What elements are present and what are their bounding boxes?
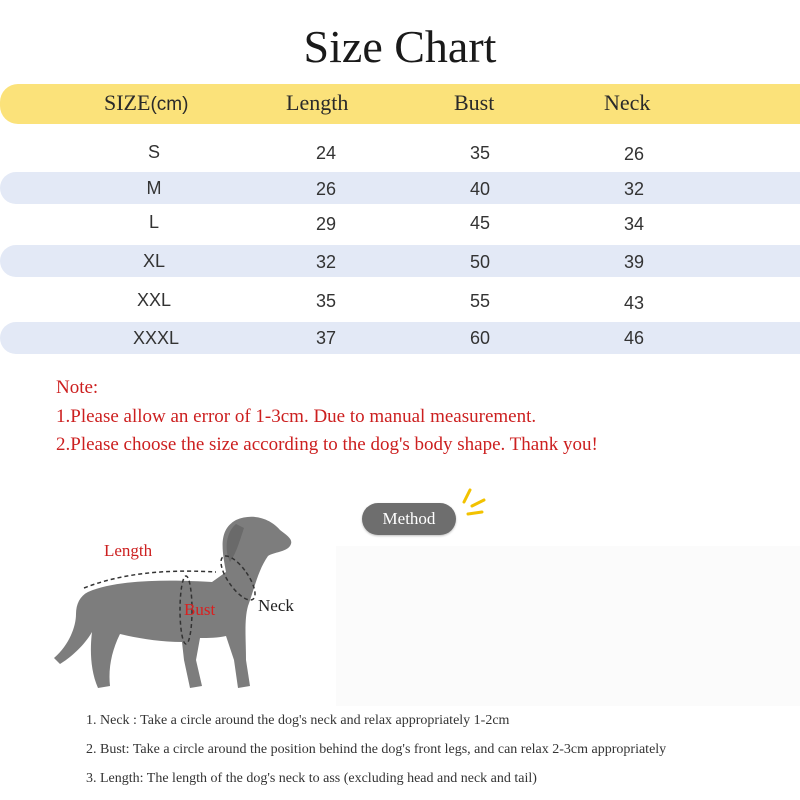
instruction-length: 3. Length: The length of the dog's neck to ass (excluding head and neck and tail) [86,771,537,786]
cell-neck: 43 [623,293,645,313]
cell-neck: 46 [623,328,645,348]
instruction-neck: 1. Neck : Take a circle around the dog's neck and relax appropriately 1-2cm [86,713,510,728]
cell-neck: 32 [623,179,645,199]
method-badge: Method [362,503,456,535]
cell-length: 32 [315,252,337,272]
cell-length: 29 [315,214,337,234]
cell-neck: 26 [623,144,645,164]
cell-size: XL [142,251,166,271]
cell-bust: 55 [469,291,491,311]
cell-bust: 50 [469,252,491,272]
header-length: Length [286,90,349,115]
cell-size: XXXL [132,328,180,348]
dog-silhouette-icon [54,517,291,688]
cell-neck: 34 [623,214,645,234]
diagram-label-length: Length [104,541,153,560]
diagram-label-bust: Bust [184,600,216,619]
cell-size: M [146,178,162,198]
cell-length: 37 [315,328,337,348]
cell-neck: 39 [623,252,645,272]
header-size: SIZE(cm) [104,90,189,115]
cell-length: 35 [315,291,337,311]
sparkle-icon [456,484,496,524]
note-line-1: 1.Please allow an error of 1-3cm. Due to manual measurement. [56,406,537,427]
header-neck: Neck [604,90,651,115]
cell-size: L [148,212,160,232]
page-title: Size Chart [303,21,497,72]
note-heading: Note: [56,377,99,398]
instruction-bust: 2. Bust: Take a circle around the position behind the dog's front legs, and can relax 2-3cm appropriately [86,742,667,757]
cell-size: XXL [136,290,172,310]
row-stripe [0,322,800,354]
cell-bust: 45 [469,213,491,233]
method-panel-background [336,546,800,706]
cell-bust: 60 [469,328,491,348]
cell-bust: 40 [469,179,491,199]
cell-length: 26 [315,179,337,199]
note-line-2: 2.Please choose the size according to the dog's body shape. Thank you! [56,434,598,455]
cell-size: S [147,142,161,162]
cell-length: 24 [315,143,337,163]
row-stripe [0,172,800,204]
diagram-label-neck: Neck [258,596,294,615]
cell-bust: 35 [469,143,491,163]
row-stripe [0,245,800,277]
header-bust: Bust [454,90,495,115]
